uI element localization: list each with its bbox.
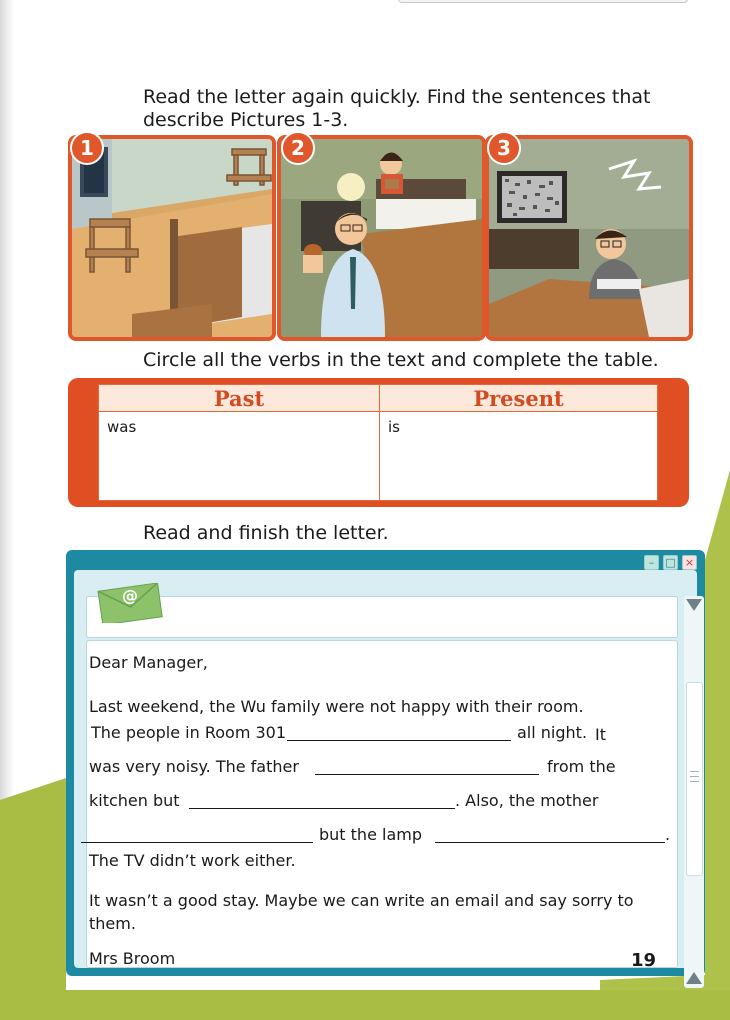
blank-3[interactable] — [189, 808, 455, 809]
scroll-thumb[interactable] — [686, 682, 703, 876]
instruction-finish-letter: Read and finish the letter. — [143, 522, 389, 544]
letter-line-5a: but the lamp — [319, 825, 422, 844]
table-cell-past[interactable]: was — [99, 412, 380, 501]
verb-table — [98, 384, 658, 501]
picture-3-tv-noise — [485, 135, 693, 341]
letter-line-8: them. — [89, 914, 136, 933]
letter-line-7: It wasn’t a good stay. Maybe we can write an email and say sorry to — [89, 891, 634, 910]
table-header-present: Present — [380, 385, 658, 412]
blank-4[interactable] — [81, 842, 313, 843]
picture-number-2: 2 — [281, 131, 315, 165]
table-cell-present[interactable]: is — [380, 412, 658, 501]
scroll-up-arrow[interactable] — [686, 599, 702, 611]
letter-line-2a: The people in Room 301 — [91, 723, 287, 742]
verb-table-panel — [68, 378, 689, 507]
letter-line-5b: . — [665, 825, 671, 844]
letter-signature: Mrs Broom — [89, 949, 176, 968]
instruction-read-quickly-2: describe Pictures 1-3. — [143, 109, 349, 131]
letter-line-3b: from the — [547, 757, 616, 776]
picture-number-1: 1 — [70, 131, 104, 165]
letter-line-2b: all night. — [517, 723, 588, 742]
picture-2-man-eating — [277, 135, 486, 341]
scroll-down-arrow[interactable] — [686, 972, 702, 984]
subject-bar — [86, 596, 678, 638]
picture-number-3: 3 — [487, 131, 521, 165]
top-tab-decoration — [398, 0, 688, 3]
maximize-button[interactable]: □ — [663, 555, 678, 570]
scrollbar[interactable] — [684, 596, 704, 988]
table-header-past: Past — [99, 385, 380, 412]
envelope-icon — [96, 583, 164, 623]
page-number: 19 — [631, 950, 657, 971]
instruction-read-quickly: Read the letter again quickly. Find the sentences that — [143, 86, 651, 108]
letter-line-4b: . Also, the mother — [455, 791, 599, 810]
blank-2[interactable] — [315, 774, 539, 775]
letter-greeting: Dear Manager, — [89, 653, 208, 672]
blank-1[interactable] — [287, 740, 511, 741]
at-symbol: @ — [122, 586, 138, 605]
email-window — [66, 550, 705, 976]
minimize-button[interactable]: – — [644, 555, 659, 570]
letter-body — [86, 640, 678, 971]
letter-line-3a: was very noisy. The father — [89, 757, 299, 776]
letter-line-4a: kitchen but — [89, 791, 180, 810]
blank-5[interactable] — [435, 842, 665, 843]
picture-1-empty-room — [68, 135, 276, 341]
close-button[interactable]: × — [682, 555, 697, 570]
window-content — [74, 570, 697, 971]
letter-line-2c: It — [595, 725, 606, 744]
letter-line-1: Last weekend, the Wu family were not happy with their room. — [89, 697, 584, 716]
letter-line-6: The TV didn’t work either. — [89, 851, 296, 870]
instruction-circle-verbs: Circle all the verbs in the text and complete the table. — [143, 349, 659, 371]
